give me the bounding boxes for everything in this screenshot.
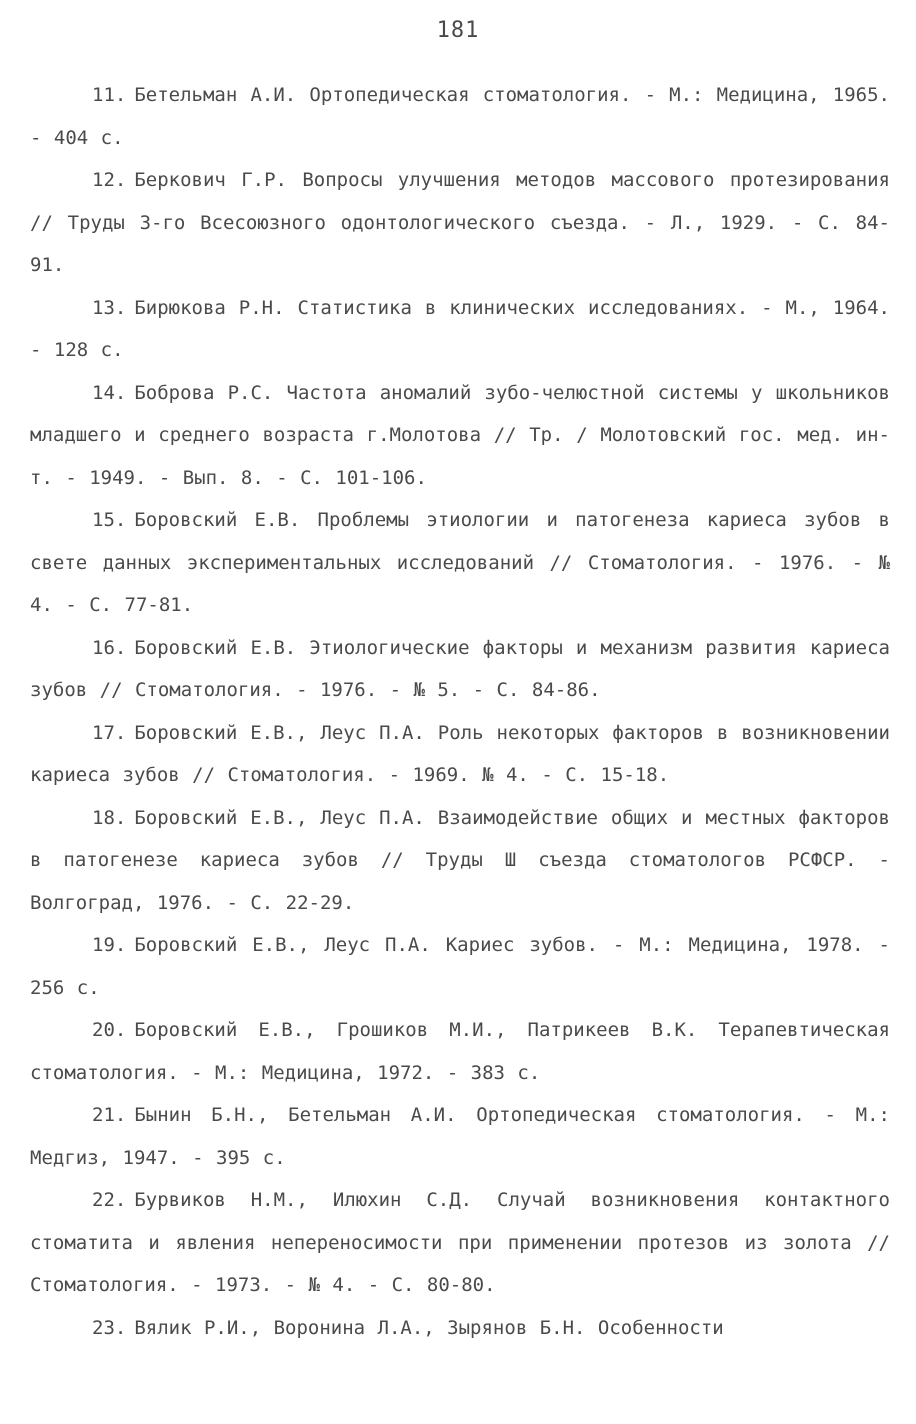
- reference-item: [30, 287, 890, 372]
- reference-number: 23.: [92, 1316, 127, 1339]
- reference-number: 21.: [92, 1104, 127, 1126]
- reference-number: 19.: [92, 934, 127, 956]
- reference-item: [30, 1094, 890, 1179]
- reference-item: [30, 797, 890, 925]
- reference-item: [30, 1179, 890, 1307]
- reference-text: Бурвиков Н.М., Илюхин С.Д. Случай возникновения контактного стоматита и явления непереносимости при применении протезов из золота // Стоматология. - 1973. - № 4. - С. 80-80.: [30, 1189, 890, 1296]
- reference-number: 15.: [92, 509, 127, 531]
- reference-number: 16.: [92, 636, 127, 659]
- reference-text: Боровский Е.В., Леус П.А. Роль некоторых факторов в возникновении кариеса зубов // Стоматология. - 1969. № 4. - С. 15-18.: [30, 721, 890, 786]
- reference-text: Беркович Г.Р. Вопросы улучшения методов массового протезирования // Труды 3-го Всесоюзного одонтологического съезда. - Л., 1929. - С. 84-91.: [30, 169, 890, 276]
- reference-number: 14.: [92, 381, 127, 404]
- reference-number: 12.: [92, 169, 127, 191]
- reference-text: Бынин Б.Н., Бетельман А.И. Ортопедическая стоматология. - М.: Медгиз, 1947. - 395 с.: [30, 1104, 890, 1169]
- reference-text: Бирюкова Р.Н. Статистика в клинических исследованиях. - М., 1964. - 128 с.: [30, 296, 890, 361]
- reference-text: Бетельман А.И. Ортопедическая стоматология. - М.: Медицина, 1965. - 404 с.: [30, 84, 890, 149]
- reference-item: [30, 372, 890, 500]
- reference-item: [30, 499, 890, 627]
- reference-text: Боровский Е.В., Леус П.А. Взаимодействие общих и местных факторов в патогенезе кариеса зубов // Труды Ш съезда стоматологов РСФСР. - Волгоград, 1976. - С. 22-29.: [30, 806, 890, 914]
- reference-text: Боровский Е.В., Грошиков М.И., Патрикеев В.К. Терапевтическая стоматология. - М.: Медицина, 1972. - 383 с.: [30, 1019, 890, 1084]
- reference-number: 22.: [92, 1189, 127, 1211]
- reference-number: 20.: [92, 1019, 127, 1041]
- reference-number: 11.: [92, 84, 127, 106]
- reference-list: [30, 74, 890, 1349]
- reference-number: 17.: [92, 721, 127, 744]
- reference-number: 18.: [92, 806, 127, 829]
- page-number: 181: [436, 18, 480, 43]
- reference-text: Боровский Е.В. Проблемы этиологии и патогенеза кариеса зубов в свете данных экспериментальных исследований // Стоматология. - 1976. - № 4. - С. 77-81.: [30, 509, 890, 616]
- reference-item: [30, 712, 890, 797]
- reference-text: Боброва Р.С. Частота аномалий зубо-челюстной системы у школьников младшего и среднего возраста г.Молотова // Тр. / Молотовский гос. мед. ин-т. - 1949. - Вып. 8. - С. 101-106.: [30, 381, 890, 489]
- reference-item: [30, 1009, 890, 1094]
- reference-item: [30, 924, 890, 1009]
- reference-item: [30, 627, 890, 712]
- reference-number: 13.: [92, 296, 127, 319]
- reference-text: Вялик Р.И., Воронина Л.А., Зырянов Б.Н. Особенности: [134, 1316, 724, 1339]
- reference-item: [30, 159, 890, 287]
- reference-text: Боровский Е.В. Этиологические факторы и механизм развития кариеса зубов // Стоматология. - 1976. - № 5. - С. 84-86.: [30, 636, 890, 701]
- reference-text: Боровский Е.В., Леус П.А. Кариес зубов. - М.: Медицина, 1978. - 256 с.: [30, 934, 890, 999]
- reference-item: [30, 1307, 890, 1350]
- reference-item: [30, 74, 890, 159]
